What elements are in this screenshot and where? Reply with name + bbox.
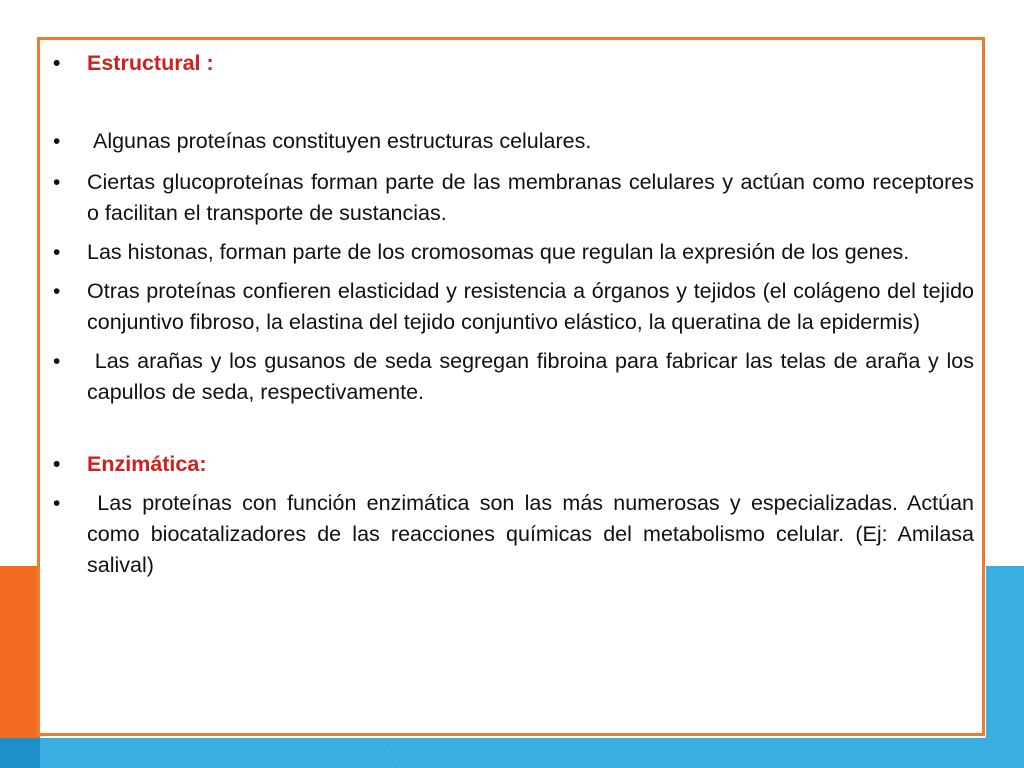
list-item-text: Enzimática: [87, 452, 207, 476]
list-item-text: Las arañas y los gusanos de seda segregan fibroina para fabricar las telas de araña y los capullos de seda, respectivamente. [87, 349, 980, 404]
list-item-text: Las proteínas con función enzimática son las más numerosas y especializadas. Actúan como biocatalizadores de las reacciones químicas del metabolismo celular. (Ej: Amilasa salival) [87, 491, 980, 577]
list-item-estructural-heading [48, 48, 974, 79]
bullet-icon: • [53, 241, 61, 264]
bullet-list [48, 48, 980, 581]
list-item-text: Otras proteínas confieren elasticidad y resistencia a órganos y tejidos (el colágeno del tejido conjuntivo fibroso, la elastina del tejido conjuntivo elástico, la queratina de la epidermis) [87, 279, 974, 334]
list-item [48, 126, 974, 157]
list-item-text: Ciertas glucoproteínas forman parte de las membranas celulares y actúan como receptores o facilitan el transporte de sustancias. [87, 170, 974, 225]
list-item-text: Las histonas, forman parte de los cromosomas que regulan la expresión de los genes. [87, 240, 910, 264]
list-item [48, 488, 980, 581]
list-item [48, 237, 974, 268]
list-item [48, 346, 980, 408]
bullet-icon: • [53, 52, 61, 75]
bullet-icon: • [53, 171, 61, 194]
bullet-icon: • [53, 492, 61, 515]
bottom-decor-shape [0, 738, 1024, 768]
list-item-text: Estructural : [87, 51, 214, 75]
list-item-text: Algunas proteínas constituyen estructuras celulares. [87, 129, 592, 153]
content-box [37, 37, 985, 736]
bullet-icon: • [53, 280, 61, 303]
bullet-icon: • [53, 130, 61, 153]
bottom-decor-band [0, 738, 1024, 768]
list-item [48, 167, 974, 229]
bullet-icon: • [53, 453, 61, 476]
list-item-enzimatica-heading [48, 449, 974, 480]
bullet-icon: • [53, 350, 61, 373]
list-item [48, 276, 974, 338]
